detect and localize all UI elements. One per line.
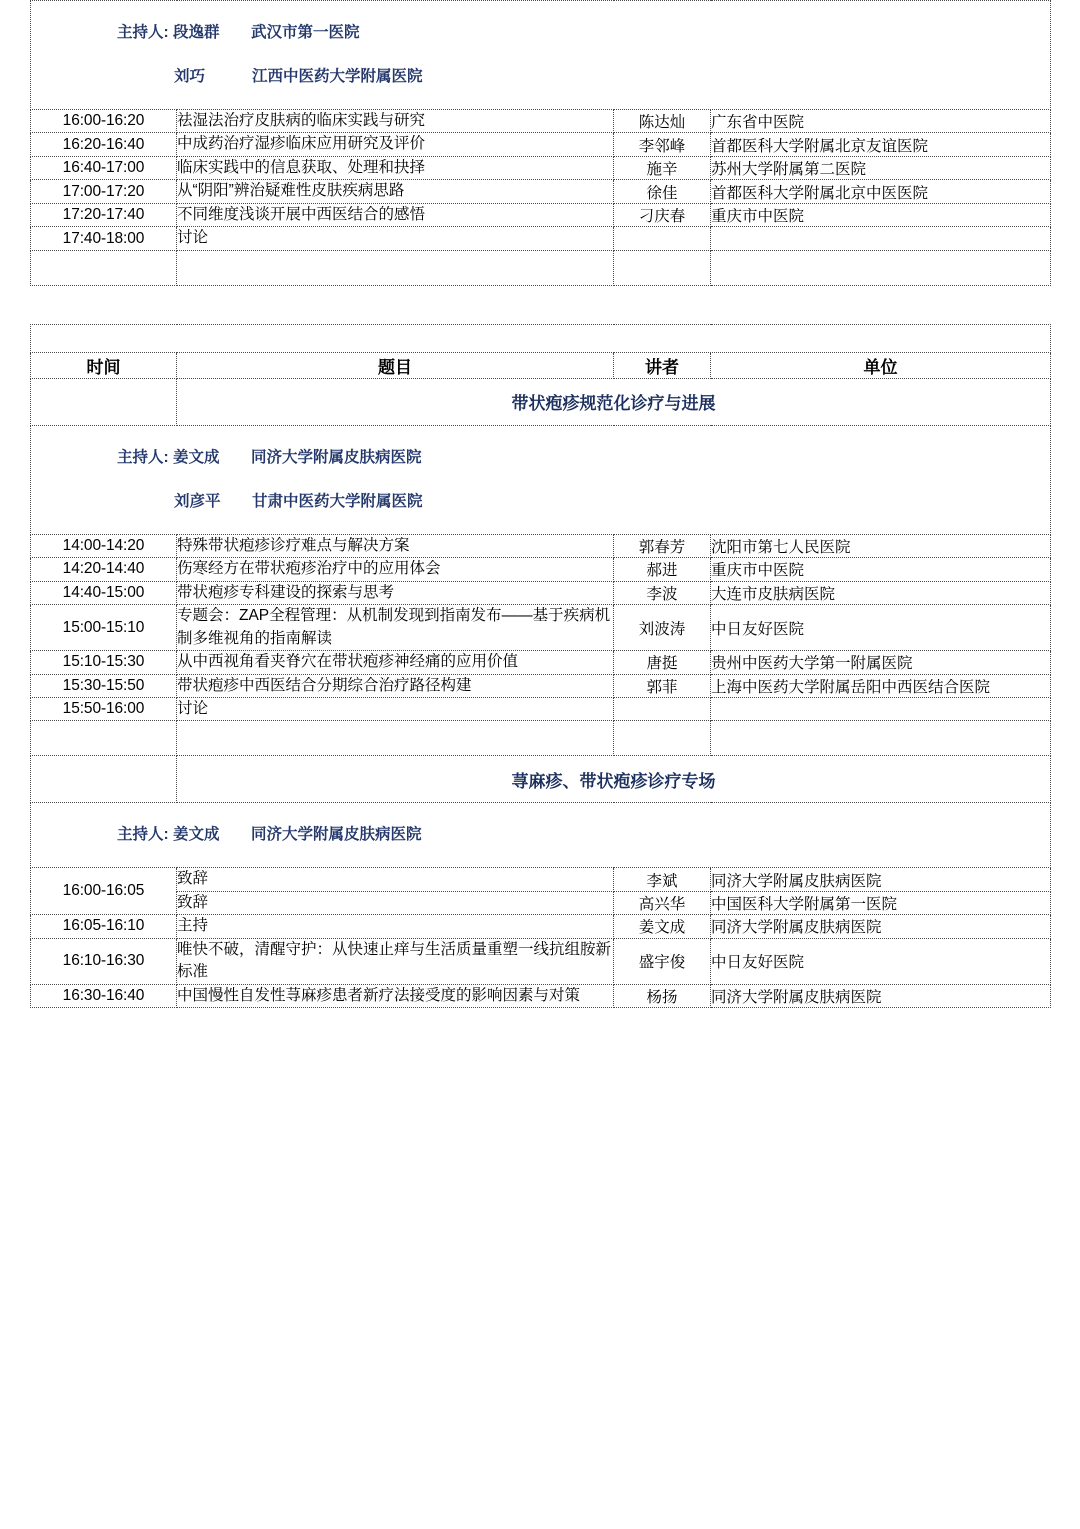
table-row <box>31 605 1051 651</box>
host-label: 主持人: <box>117 24 173 41</box>
row-title: 专题会：ZAP全程管理：从机制发现到指南发布——基于疾病机制多维视角的指南解读 <box>177 605 614 651</box>
spacer-cell <box>177 250 614 285</box>
row-unit: 重庆市中医院 <box>711 203 1051 226</box>
row-speaker: 施辛 <box>614 156 711 179</box>
host-cell <box>31 425 1051 534</box>
section-title: 荨麻疹、带状疱疹诊疗专场 <box>177 756 1051 803</box>
row-time: 17:20-17:40 <box>31 203 177 226</box>
host-affiliation: 江西中医药大学附属医院 <box>252 68 423 85</box>
host-name: 姜文成 <box>172 448 220 466</box>
row-unit: 中日友好医院 <box>711 938 1051 984</box>
row-unit <box>711 697 1051 720</box>
row-speaker: 李斌 <box>614 868 711 891</box>
spacer-cell <box>614 250 711 285</box>
row-title: 致辞 <box>177 868 614 891</box>
row-speaker: 刘波涛 <box>614 605 711 651</box>
row-time: 17:40-18:00 <box>31 227 177 250</box>
row-title: 中成药治疗湿疹临床应用研究及评价 <box>177 133 614 156</box>
table-row <box>31 534 1051 557</box>
row-time: 14:20-14:40 <box>31 558 177 581</box>
section-venue-tag-line1: 分会场六 <box>69 379 138 399</box>
host-affiliation: 甘肃中医药大学附属医院 <box>252 492 423 510</box>
host-affiliation: 武汉市第一医院 <box>250 24 360 41</box>
host-line <box>31 15 1050 47</box>
spacer-cell <box>31 721 177 756</box>
host-label: 主持人: <box>117 826 173 844</box>
row-speaker: 刁庆春 <box>614 203 711 226</box>
spacer-cell <box>614 721 711 756</box>
host-cell <box>31 803 1051 868</box>
row-unit <box>711 227 1051 250</box>
row-unit: 中日友好医院 <box>711 605 1051 651</box>
row-title: 唯快不破，清醒守护：从快速止痒与生活质量重塑一线抗组胺新标准 <box>177 938 614 984</box>
row-speaker <box>614 697 711 720</box>
section-venue-tag-line1: 分会场六 <box>69 757 138 777</box>
table-row <box>31 156 1051 179</box>
row-unit: 广东省中医院 <box>711 110 1051 133</box>
table-row <box>31 203 1051 226</box>
table-row <box>31 868 1051 891</box>
table-row <box>31 581 1051 604</box>
column-header-title: 题目 <box>177 352 614 378</box>
row-title: 不同维度浅谈开展中西医结合的感悟 <box>177 203 614 226</box>
venue-six-schedule-table <box>30 324 1051 1008</box>
row-title: 中国慢性自发性荨麻疹患者新疗法接受度的影响因素与对策 <box>177 984 614 1007</box>
row-speaker: 姜文成 <box>614 915 711 938</box>
host-row <box>31 1 1051 110</box>
host-line <box>31 440 1050 472</box>
host-row <box>31 425 1051 534</box>
table-row <box>31 180 1051 203</box>
row-title: 临床实践中的信息获取、处理和抉择 <box>177 156 614 179</box>
row-speaker: 徐佳 <box>614 180 711 203</box>
row-time: 14:00-14:20 <box>31 534 177 557</box>
row-unit: 重庆市中医院 <box>711 558 1051 581</box>
row-unit: 首都医科大学附属北京友谊医院 <box>711 133 1051 156</box>
spacer-cell <box>31 250 177 285</box>
host-label: 主持人: <box>117 448 173 466</box>
row-speaker: 李波 <box>614 581 711 604</box>
row-speaker: 陈达灿 <box>614 110 711 133</box>
table-row <box>31 674 1051 697</box>
column-header-time: 时间 <box>31 352 177 378</box>
row-title: 祛湿法治疗皮肤病的临床实践与研究 <box>177 110 614 133</box>
section-header-row <box>31 756 1051 803</box>
row-speaker: 唐挺 <box>614 651 711 674</box>
host-row <box>31 803 1051 868</box>
row-time: 17:00-17:20 <box>31 180 177 203</box>
host-cell <box>31 1 1051 110</box>
row-speaker: 郝进 <box>614 558 711 581</box>
row-time: 16:20-16:40 <box>31 133 177 156</box>
row-speaker: 郭菲 <box>614 674 711 697</box>
section-venue-tag-line2: (3F-311B) <box>65 780 142 800</box>
row-time: 16:40-17:00 <box>31 156 177 179</box>
spacer-cell <box>711 250 1051 285</box>
row-time: 16:00-16:20 <box>31 110 177 133</box>
spacer-cell <box>177 721 614 756</box>
host-name: 段逸群 <box>172 24 220 41</box>
row-title: 特殊带状疱疹诊疗难点与解决方案 <box>177 534 614 557</box>
row-title: 讨论 <box>177 227 614 250</box>
host-line <box>31 817 1050 849</box>
table-row <box>31 697 1051 720</box>
row-title: 讨论 <box>177 697 614 720</box>
table-row <box>31 110 1051 133</box>
column-header-row <box>31 352 1051 378</box>
venue-banner-row <box>31 324 1051 352</box>
row-unit: 沈阳市第七人民医院 <box>711 534 1051 557</box>
table-row <box>31 891 1051 914</box>
row-speaker: 盛宇俊 <box>614 938 711 984</box>
table-row <box>31 133 1051 156</box>
row-title: 致辞 <box>177 891 614 914</box>
row-speaker: 杨扬 <box>614 984 711 1007</box>
row-speaker: 李邻峰 <box>614 133 711 156</box>
row-speaker: 高兴华 <box>614 891 711 914</box>
table-row <box>31 558 1051 581</box>
row-speaker <box>614 227 711 250</box>
row-title: 带状疱疹专科建设的探索与思考 <box>177 581 614 604</box>
row-time: 16:30-16:40 <box>31 984 177 1007</box>
row-title: 伤寒经方在带状疱疹治疗中的应用体会 <box>177 558 614 581</box>
host-affiliation: 同济大学附属皮肤病医院 <box>250 448 422 466</box>
spacer-row <box>31 721 1051 756</box>
row-time: 15:30-15:50 <box>31 674 177 697</box>
venue-banner-title: 分会场六（3F-311B） <box>31 324 1051 352</box>
host-name: 姜文成 <box>172 826 220 844</box>
row-unit: 贵州中医药大学第一附属医院 <box>711 651 1051 674</box>
row-unit: 同济大学附属皮肤病医院 <box>711 984 1051 1007</box>
section-header-row <box>31 378 1051 425</box>
row-title: 带状疱疹中西医结合分期综合治疗路径构建 <box>177 674 614 697</box>
row-time: 15:50-16:00 <box>31 697 177 720</box>
row-unit: 中国医科大学附属第一医院 <box>711 891 1051 914</box>
row-time: 14:40-15:00 <box>31 581 177 604</box>
row-time: 15:10-15:30 <box>31 651 177 674</box>
row-speaker: 郭春芳 <box>614 534 711 557</box>
row-title: 主持 <box>177 915 614 938</box>
row-unit: 苏州大学附属第二医院 <box>711 156 1051 179</box>
row-title: 从中西视角看夹脊穴在带状疱疹神经痛的应用价值 <box>177 651 614 674</box>
host-line <box>31 47 1050 91</box>
column-header-unit: 单位 <box>711 352 1051 378</box>
table-row <box>31 227 1051 250</box>
host-name: 刘彦平 <box>174 492 221 510</box>
row-unit: 大连市皮肤病医院 <box>711 581 1051 604</box>
row-time: 16:00-16:05 <box>31 868 177 915</box>
row-unit: 上海中医药大学附属岳阳中西医结合医院 <box>711 674 1051 697</box>
table-row <box>31 984 1051 1007</box>
row-unit: 同济大学附属皮肤病医院 <box>711 868 1051 891</box>
table-row <box>31 915 1051 938</box>
section-venue-tag <box>31 378 177 425</box>
section-venue-tag-line2: (3F-311B) <box>65 402 142 422</box>
top-schedule-table <box>30 0 1051 286</box>
row-title: 从“阴阳”辨治疑难性皮肤疾病思路 <box>177 180 614 203</box>
row-time: 15:00-15:10 <box>31 605 177 651</box>
table-row <box>31 938 1051 984</box>
section-venue-tag <box>31 756 177 803</box>
table-row <box>31 651 1051 674</box>
spacer-row <box>31 250 1051 285</box>
row-unit: 首都医科大学附属北京中医医院 <box>711 180 1051 203</box>
host-affiliation: 同济大学附属皮肤病医院 <box>250 826 422 844</box>
row-time: 16:05-16:10 <box>31 915 177 938</box>
row-unit: 同济大学附属皮肤病医院 <box>711 915 1051 938</box>
spacer-cell <box>711 721 1051 756</box>
row-time: 16:10-16:30 <box>31 938 177 984</box>
host-line <box>31 472 1050 516</box>
section-title: 带状疱疹规范化诊疗与进展 <box>177 378 1051 425</box>
host-name: 刘巧 <box>174 68 206 85</box>
column-header-speaker: 讲者 <box>614 352 711 378</box>
table-gap <box>30 286 1050 324</box>
